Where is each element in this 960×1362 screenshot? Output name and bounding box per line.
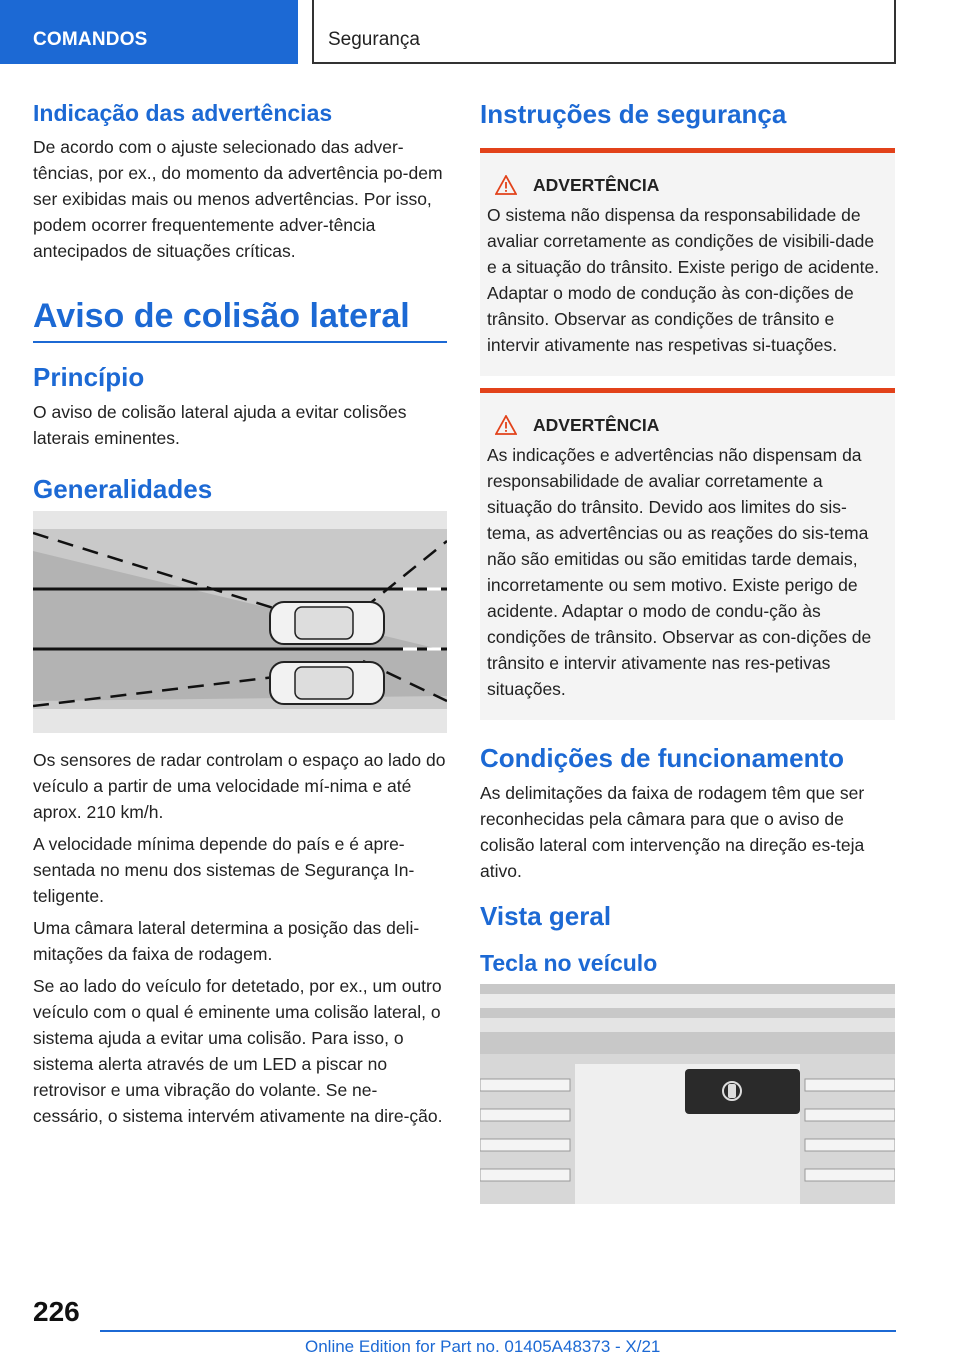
warning-title: ADVERTÊNCIA xyxy=(533,414,660,435)
warning-text: As indicações e advertências não dispensam da responsabilidade de avaliar corretamente a situação do trânsito. Devido aos limites do sis-tema, as advertências ou as reações do sis-tema não são emitidas ou são emitidas tarde demais, incorretamente ou sem motivo. Existe perigo de acidente. Adaptar o modo de condu-ção às condições de trânsito. Observar as con-dições de trânsito e intervir ativamente nas res-petivas situações. xyxy=(487,444,872,699)
car-top-view xyxy=(270,662,384,704)
paragraph-camara: Uma câmara lateral determina a posição das deli-mitações da faixa de rodagem. xyxy=(33,918,420,965)
heading-vista-geral: Vista geral xyxy=(480,900,612,931)
footer-rule xyxy=(100,1330,896,1332)
car-top-view xyxy=(270,602,384,644)
paragraph-velocidade: A velocidade mínima depende do país e é apre-sentada no menu dos sistemas de Segurança In-teligente. xyxy=(33,834,415,907)
paragraph-sensores: Os sensores de radar controlam o espaço ao lado do veículo a partir de uma velocidade mí-nima e até aprox. 210 km/h. xyxy=(33,750,446,823)
side-collision-illustration xyxy=(33,511,447,733)
paragraph-indicacao: De acordo com o ajuste selecionado das adver-tências, por ex., do momento da advertência po-dem ser exibidas mais ou menos advertências. Por isso, podem ocorrer frequentemente adver-tência antecipados de situações críticas. xyxy=(33,137,443,262)
page-number: 226 xyxy=(33,1296,80,1327)
heading-aviso-colisao: Aviso de colisão lateral xyxy=(33,297,410,336)
warning-triangle-icon xyxy=(495,175,517,195)
warning-text: O sistema não dispensa da responsabilidade de avaliar corretamente as condições de visibili-dade e a situação do trânsito. Existe perigo de acidente. Adaptar o modo de condução às con-dições de trânsito. Observar as condições de trânsito e intervir ativamente nas respetivas si-tuações. xyxy=(487,204,880,355)
warning-box xyxy=(480,388,895,720)
right-column xyxy=(480,100,895,1218)
heading-instrucoes: Instruções de segurança xyxy=(480,99,787,129)
heading-tecla: Tecla no veículo xyxy=(480,949,658,976)
paragraph-funcionamento: Se ao lado do veículo for detetado, por ex., um outro veículo com o qual é eminente uma colisão lateral, o sistema ajuda a evitar uma colisão. Para isso, o sistema alerta através de um LED a piscar no retrovisor e uma vibração do volante. Se ne-cessário, o sistema intervém ativamente na dire-ção. xyxy=(33,976,443,1127)
paragraph-condicoes: As delimitações da faixa de rodagem têm que ser reconhecidas pela câmara para que o aviso de colisão lateral com intervenção na direção es-teja ativo. xyxy=(480,782,865,881)
heading-principio: Princípio xyxy=(33,362,145,393)
warning-title: ADVERTÊNCIA xyxy=(533,174,660,195)
warning-box xyxy=(480,148,895,376)
paragraph-principio: O aviso de colisão lateral ajuda a evitar colisões laterais eminentes. xyxy=(33,402,407,449)
footer-edition: Online Edition for Part no. 01405A48373 - X/21 xyxy=(305,1337,661,1356)
warning-triangle-icon xyxy=(495,415,517,435)
heading-indicacao: Indicação das advertências xyxy=(33,100,333,126)
left-column xyxy=(33,100,447,1135)
heading-rule xyxy=(33,341,447,343)
vehicle-button-photo xyxy=(480,984,895,1204)
heading-generalidades: Generalidades xyxy=(33,474,213,505)
heading-condicoes: Condições de funcionamento xyxy=(480,742,845,773)
chapter-tab: COMANDOS xyxy=(0,0,298,64)
section-title: Segurança xyxy=(312,0,896,64)
